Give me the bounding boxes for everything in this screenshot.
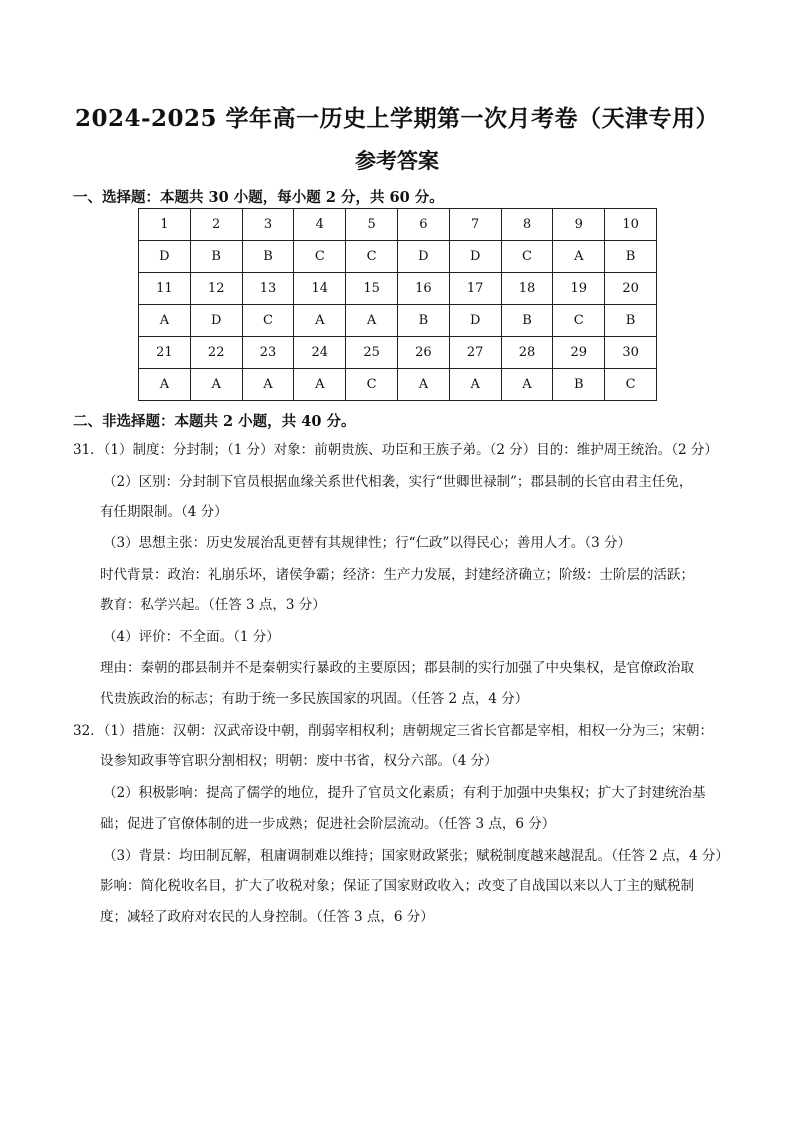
- question-number-cell: 21: [139, 337, 191, 369]
- answer-line: 影响：简化税收名目，扩大了收税对象；保证了国家财政收入；改变了自战国以来以人丁主的赋税制: [100, 878, 694, 894]
- answer-cell: D: [397, 241, 449, 273]
- answer-table: [138, 208, 657, 401]
- answer-line: 有任期限制。（4 分）: [100, 504, 228, 520]
- question-number-cell: 25: [346, 337, 398, 369]
- answer-line: 32．（1）措施：汉朝：汉武帝设中朝，削弱宰相权利；唐朝规定三省长官都是宰相，相权一分为三；宋朝：: [73, 723, 714, 739]
- answer-cell: A: [501, 369, 553, 401]
- answer-cell: C: [553, 305, 605, 337]
- answer-cell: C: [294, 241, 346, 273]
- question-number-cell: 20: [605, 273, 657, 305]
- answer-cell: A: [190, 369, 242, 401]
- answer-cell: B: [397, 305, 449, 337]
- page-subtitle: 参考答案: [355, 148, 439, 173]
- question-number-cell: 26: [397, 337, 449, 369]
- question-number-cell: 5: [346, 209, 398, 241]
- answer-cell: C: [501, 241, 553, 273]
- answer-cell: B: [605, 305, 657, 337]
- answer-cell: C: [346, 241, 398, 273]
- answer-cell: D: [449, 241, 501, 273]
- question-number-cell: 27: [449, 337, 501, 369]
- answer-cell: A: [294, 305, 346, 337]
- question-number-cell: 11: [139, 273, 191, 305]
- question-number-cell: 15: [346, 273, 398, 305]
- page-title: 2024-2025 学年高一历史上学期第一次月考卷（天津专用）: [74, 105, 720, 132]
- question-number-cell: 1: [139, 209, 191, 241]
- section-1-heading: 一、选择题：本题共 30 小题，每小题 2 分，共 60 分。: [73, 189, 444, 206]
- answer-cell: A: [139, 369, 191, 401]
- question-number-cell: 24: [294, 337, 346, 369]
- answer-line: 代贵族政治的标志；有助于统一多民族国家的巩固。（任答 2 点，4 分）: [100, 691, 529, 707]
- question-number-cell: 13: [242, 273, 294, 305]
- answer-cell: B: [501, 305, 553, 337]
- answer-row: [139, 369, 657, 401]
- question-number-cell: 2: [190, 209, 242, 241]
- question-number-cell: 22: [190, 337, 242, 369]
- section-2-heading: 二、非选择题：本题共 2 小题，共 40 分。: [73, 413, 356, 430]
- answer-cell: A: [449, 369, 501, 401]
- answer-line: 教育：私学兴起。（任答 3 点，3 分）: [100, 597, 326, 613]
- answer-cell: D: [449, 305, 501, 337]
- question-number-cell: 30: [605, 337, 657, 369]
- question-number-cell: 28: [501, 337, 553, 369]
- answer-cell: B: [553, 369, 605, 401]
- question-number-cell: 9: [553, 209, 605, 241]
- answer-cell: A: [346, 305, 398, 337]
- answer-row: [139, 241, 657, 273]
- question-number-cell: 14: [294, 273, 346, 305]
- answer-line: 时代背景：政治：礼崩乐坏，诸侯争霸；经济：生产力发展，封建经济确立；阶级：士阶层的活跃；: [100, 567, 694, 583]
- question-number-cell: 3: [242, 209, 294, 241]
- answer-line: （4）评价：不全面。（1 分）: [103, 629, 280, 645]
- answer-cell: C: [242, 305, 294, 337]
- answer-cell: C: [346, 369, 398, 401]
- answer-row: [139, 305, 657, 337]
- answer-cell: C: [605, 369, 657, 401]
- question-number-cell: 18: [501, 273, 553, 305]
- answer-line: 度；减轻了政府对农民的人身控制。（任答 3 点，6 分）: [100, 909, 434, 925]
- question-number-cell: 29: [553, 337, 605, 369]
- question-number-cell: 17: [449, 273, 501, 305]
- question-number-row: [139, 273, 657, 305]
- answer-cell: B: [242, 241, 294, 273]
- answer-cell: A: [139, 305, 191, 337]
- answer-cell: B: [605, 241, 657, 273]
- answer-line: 础；促进了官僚体制的进一步成熟；促进社会阶层流动。（任答 3 点，6 分）: [100, 816, 556, 832]
- question-number-cell: 16: [397, 273, 449, 305]
- question-number-cell: 19: [553, 273, 605, 305]
- answer-line: （3）背景：均田制瓦解，租庸调制难以维持；国家财政紧张；赋税制度越来越混乱。（任答 2 点，4 分）: [103, 848, 729, 864]
- question-number-cell: 10: [605, 209, 657, 241]
- question-number-cell: 23: [242, 337, 294, 369]
- question-number-cell: 8: [501, 209, 553, 241]
- answer-line: （2）积极影响：提高了儒学的地位，提升了官员文化素质；有利于加强中央集权；扩大了封建统治基: [103, 785, 706, 801]
- question-number-cell: 4: [294, 209, 346, 241]
- answer-line: （3）思想主张：历史发展治乱更替有其规律性；行“仁政”以得民心；善用人才。（3 分）: [103, 535, 632, 551]
- question-number-row: [139, 209, 657, 241]
- answer-line: （2）区别：分封制下官员根据血缘关系世代相袭，实行“世卿世禄制”；郡县制的长官由君主任免，: [103, 474, 693, 490]
- answer-cell: A: [242, 369, 294, 401]
- question-number-cell: 12: [190, 273, 242, 305]
- answer-cell: A: [397, 369, 449, 401]
- question-number-cell: 7: [449, 209, 501, 241]
- answer-cell: D: [190, 305, 242, 337]
- answer-line: 理由：秦朝的郡县制并不是秦朝实行暴政的主要原因；郡县制的实行加强了中央集权，是官僚政治取: [100, 660, 694, 676]
- answer-cell: A: [553, 241, 605, 273]
- answer-cell: D: [139, 241, 191, 273]
- answer-line: 设参知政事等官职分割相权；明朝：废中书省，权分六部。（4 分）: [100, 753, 498, 769]
- answer-cell: A: [294, 369, 346, 401]
- question-number-row: [139, 337, 657, 369]
- question-number-cell: 6: [397, 209, 449, 241]
- answer-line: 31．（1）制度：分封制；（1 分）对象：前朝贵族、功臣和王族子弟。（2 分）目的：维护周王统治。（2 分）: [73, 442, 718, 458]
- answer-cell: B: [190, 241, 242, 273]
